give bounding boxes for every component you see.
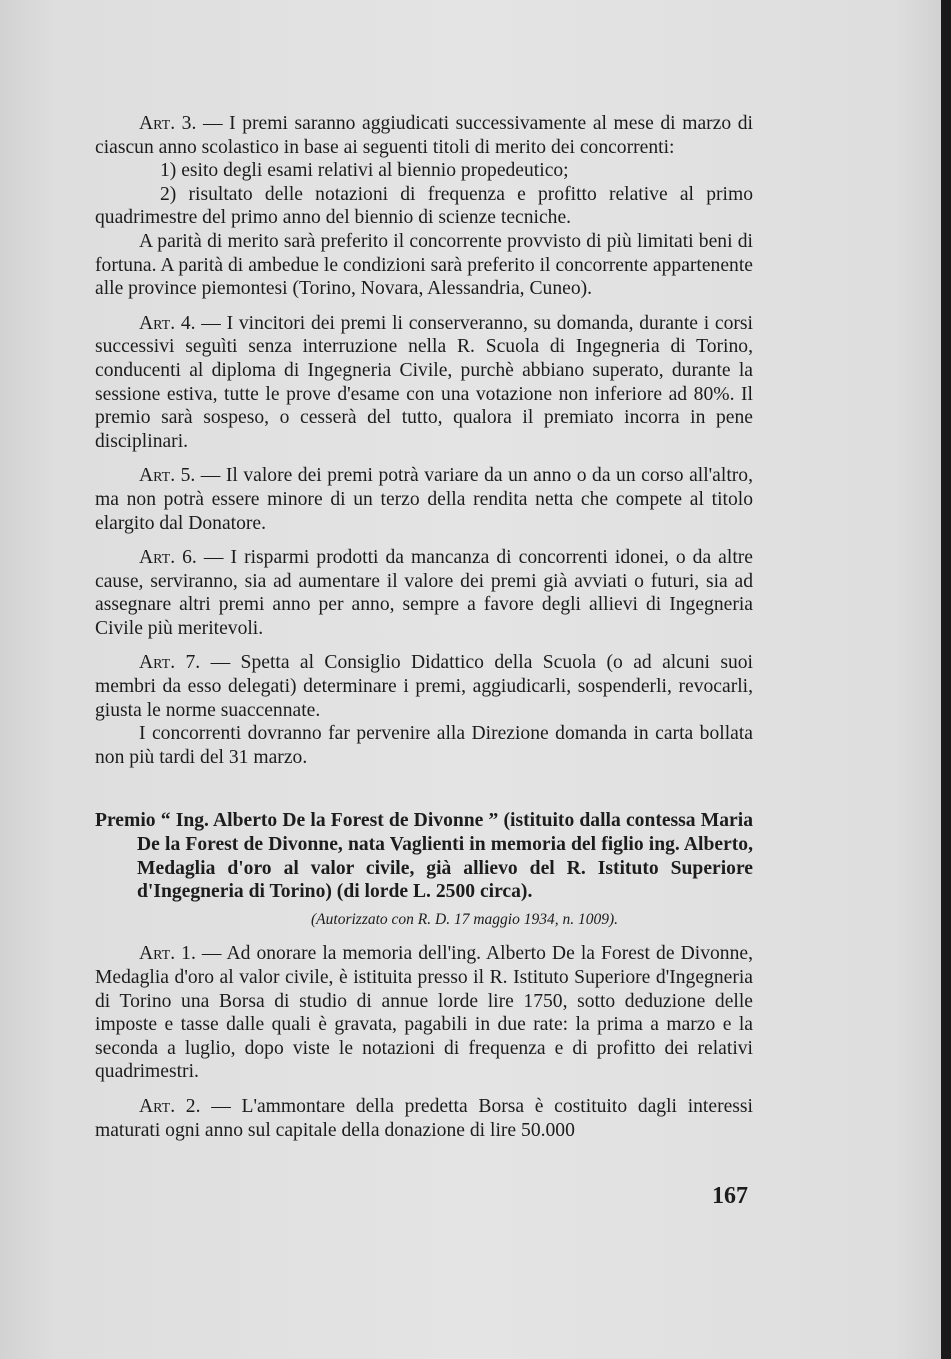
- article-5: [95, 464, 753, 535]
- article-text: — Spetta al Consiglio Didattico della Scuola (o ad alcuni suoi membri da esso delegati) determinare i premi, aggiudicarli, sospenderli, revocarli, giusta le norme suaccennate.: [95, 652, 753, 721]
- scan-edge: [941, 0, 951, 1359]
- article-text: — Il valore dei premi potrà variare da un anno o da un corso all'altro, ma non potrà essere minore di un terzo della rendita netta che compete al titolo elargito dal Donatore.: [95, 465, 753, 534]
- article-text: — I vincitori dei premi li conserveranno, su domanda, durante i corsi successivi seguìti senza interruzione nella R. Scuola di Ingegneria di Torino, conducenti al diploma di Ingegneria Civile, purchè abbiano superato, durante la sessione estiva, tutte le prove d'esame con una votazione non inferiore ad 80%. Il premio sarà sospeso, o cesserà del tutto, qualora il premiato incorra in pene disciplinari.: [95, 312, 753, 452]
- article-label: Art. 1.: [139, 943, 196, 965]
- premio-heading: Premio “ Ing. Alberto De la Forest de Divonne ” (istituito dalla contessa Maria De la Forest de Divonne, nata Vaglienti in memoria del figlio ing. Alberto, Medaglia d'oro al valor civile, già allievo del R. Istituto Superiore d'Ingegneria di Torino) (di lorde L. 2500 circa).: [95, 810, 753, 903]
- list-item: 2) risultato delle notazioni di frequenza e profitto relative al primo quadrimestre del primo anno del biennio di scienze tecniche.: [95, 183, 753, 229]
- article-label: Art. 6.: [139, 547, 197, 569]
- page-number: 167: [712, 1183, 748, 1209]
- article-text: — I premi saranno aggiudicati successivamente al mese di marzo di ciascun anno scolastico in base ai seguenti titoli di merito dei concorrenti:: [95, 113, 753, 158]
- authorization-note: (Autorizzato con R. D. 17 maggio 1934, n. 1009).: [311, 910, 618, 928]
- article-label: Art. 5.: [139, 465, 196, 487]
- article-3: [95, 112, 753, 159]
- premio-article-1: [95, 942, 753, 1084]
- article-7: [95, 651, 753, 722]
- list-item: 1) esito degli esami relativi al biennio propedeutico;: [160, 160, 569, 182]
- paragraph: I concorrenti dovranno far pervenire alla Direzione domanda in carta bollata non più tardi del 31 marzo.: [95, 723, 753, 768]
- paragraph: A parità di merito sarà preferito il concorrente provvisto di più limitati beni di fortuna. A parità di ambedue le condizioni sarà preferito il concorrente appartenente alle province piemontesi (Torino, Novara, Alessandria, Cuneo).: [95, 230, 753, 300]
- article-4: [95, 312, 753, 454]
- article-text: — L'ammontare della predetta Borsa è costituito dagli interessi maturati ogni anno sul capitale della donazione di lire 50.000: [95, 1095, 753, 1141]
- article-text: — I risparmi prodotti da mancanza di concorrenti idonei, o da altre cause, serviranno, sia ad aumentare il valore dei premi già avviati o futuri, sia ad assegnare altri premi anno per anno, sempre a favore degli allievi di Ingegneria Civile più meritevoli.: [95, 547, 753, 639]
- article-label: Art. 4.: [139, 312, 196, 334]
- body-text: [95, 112, 753, 1142]
- premio-article-2: [95, 1095, 753, 1142]
- article-6: [95, 546, 753, 640]
- article-label: Art. 7.: [139, 652, 201, 674]
- article-label: Art. 2.: [139, 1095, 201, 1117]
- article-text: — Ad onorare la memoria dell'ing. Alberto De la Forest de Divonne, Medaglia d'oro al valor civile, è istituita presso il R. Istituto Superiore d'Ingegneria di Torino una Borsa di studio di annue lorde lire 1750, sotto deduzione delle imposte e tasse dalle quali è gravata, pagabili in due rate: la prima a marzo e la seconda a luglio, dopo viste le notazioni di frequenza e di profitto dei relativi quadrimestri.: [95, 943, 753, 1083]
- article-label: Art. 3.: [139, 113, 197, 134]
